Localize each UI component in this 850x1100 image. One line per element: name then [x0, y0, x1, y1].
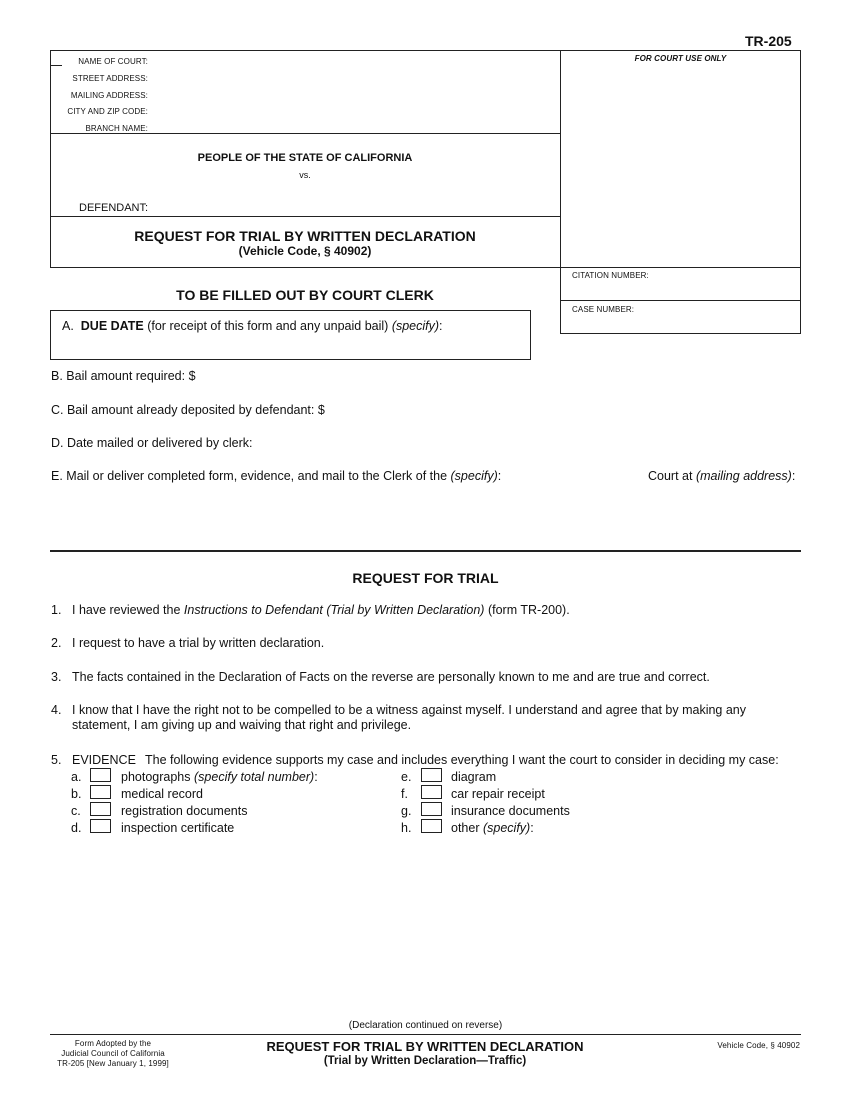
case-box-bottom [560, 333, 801, 334]
evidence-h-checkbox[interactable] [421, 819, 442, 833]
court-use-only: FOR COURT USE ONLY [634, 54, 727, 63]
court-field-branch[interactable]: BRANCH NAME: [85, 124, 148, 134]
evidence-a-colon: : [314, 770, 318, 784]
date-mailed-field[interactable]: D. Date mailed or delivered by clerk: [51, 436, 253, 450]
evidence-d-letter: d. [71, 821, 82, 835]
evidence-b-letter: b. [71, 787, 82, 801]
item-3-number: 3. [51, 670, 62, 684]
item-2-text: I request to have a trial by written declaration. [72, 636, 325, 650]
court-address-colon: : [791, 469, 796, 483]
item-1-instructions: Instructions to Defendant (Trial by Written Declaration) [183, 603, 485, 617]
caption-top-border [50, 50, 801, 51]
due-date-box[interactable] [50, 310, 531, 360]
due-date-text: (for receipt of this form and any unpaid bail) [147, 319, 389, 333]
item-4-line-1: I know that I have the right not to be compelled to be a witness against myself. I understand and agree that by making any [72, 703, 747, 717]
citation-box-bottom [560, 300, 801, 301]
bail-deposited-field[interactable]: C. Bail amount already deposited by defendant: $ [51, 403, 325, 417]
court-field-mailing[interactable]: MAILING ADDRESS: [70, 90, 148, 100]
evidence-e-label: diagram [451, 770, 497, 784]
evidence-h-text: other [451, 821, 480, 835]
mail-clerk-specify: (specify) [450, 469, 498, 483]
caption-right-border [800, 50, 801, 334]
item-5-heading: EVIDENCE [72, 753, 136, 767]
section-divider [50, 550, 801, 552]
due-date-specify: (specify) [391, 319, 440, 333]
court-address-field[interactable] [648, 469, 795, 483]
mail-clerk-text: E. Mail or deliver completed form, evidence, and mail to the Clerk of the [51, 469, 448, 483]
due-date-colon: : [439, 319, 443, 333]
footer-subtitle: (Trial by Written Declaration—Traffic) [323, 1055, 527, 1067]
evidence-h-label [451, 821, 534, 835]
evidence-g-label: insurance documents [451, 804, 570, 818]
footer-rule [50, 1034, 801, 1035]
mail-clerk-field[interactable] [51, 469, 501, 483]
caption-mid-border [560, 50, 561, 334]
item-4-line-2: statement, I am giving up and waiving that right and privilege. [72, 718, 412, 732]
evidence-f-label: car repair receipt [451, 787, 545, 801]
evidence-d-checkbox[interactable] [90, 819, 111, 833]
item-4-number: 4. [51, 703, 62, 717]
item-1-pre: I have reviewed the [72, 603, 181, 617]
court-field-street[interactable]: STREET ADDRESS: [72, 73, 148, 83]
form-subtitle: (Vehicle Code, § 40902) [238, 244, 372, 258]
due-date-bold: DUE DATE [80, 319, 144, 333]
form-title: REQUEST FOR TRIAL BY WRITTEN DECLARATION [134, 228, 476, 244]
clerk-heading: TO BE FILLED OUT BY COURT CLERK [176, 287, 434, 303]
evidence-g-letter: g. [401, 804, 412, 818]
continued-note: (Declaration continued on reverse) [348, 1020, 503, 1031]
citation-number-field[interactable]: CITATION NUMBER: [572, 271, 649, 280]
vehicle-code-ref: Vehicle Code, § 40902 [717, 1041, 800, 1050]
item-5-number: 5. [51, 753, 62, 767]
item-5-text: The following evidence supports my case and includes everything I want the court to consider in deciding my case: [145, 753, 779, 767]
evidence-a-label [121, 770, 318, 784]
footer-title: REQUEST FOR TRIAL BY WRITTEN DECLARATION [266, 1039, 584, 1054]
item-1-number: 1. [51, 603, 62, 617]
evidence-c-label: registration documents [121, 804, 248, 818]
evidence-c-letter: c. [71, 804, 81, 818]
court-at-text: Court at [648, 469, 693, 483]
item-1-text [72, 603, 570, 617]
parties-heading: PEOPLE OF THE STATE OF CALIFORNIA [197, 152, 413, 164]
evidence-h-specify: (specify) [482, 821, 531, 835]
evidence-e-checkbox[interactable] [421, 768, 442, 782]
evidence-e-letter: e. [401, 770, 412, 784]
title-box-bottom [50, 267, 801, 268]
evidence-d-label: inspection certificate [121, 821, 235, 835]
evidence-a-letter: a. [71, 770, 82, 784]
adoption-line-2: Judicial Council of California [61, 1049, 165, 1058]
bail-required-field[interactable]: B. Bail amount required: $ [51, 369, 196, 383]
defendant-field[interactable]: DEFENDANT: [79, 202, 149, 214]
due-date-label [62, 319, 443, 333]
evidence-a-text: photographs [121, 770, 191, 784]
versus-text: vs. [299, 170, 311, 180]
evidence-g-checkbox[interactable] [421, 802, 442, 816]
mail-clerk-colon: : [497, 469, 502, 483]
evidence-f-letter: f. [401, 787, 408, 801]
form-id: TR-205 [745, 33, 792, 49]
court-field-name[interactable]: NAME OF COURT: [78, 57, 148, 66]
item-2-number: 2. [51, 636, 62, 650]
evidence-c-checkbox[interactable] [90, 802, 111, 816]
adoption-line-1: Form Adopted by the [74, 1039, 152, 1048]
request-heading: REQUEST FOR TRIAL [352, 570, 499, 586]
evidence-b-label: medical record [121, 787, 203, 801]
adoption-line-3: TR-205 [New January 1, 1999] [57, 1059, 169, 1068]
due-date-letter: A. [62, 319, 74, 333]
evidence-h-letter: h. [401, 821, 412, 835]
evidence-h-colon: : [530, 821, 534, 835]
evidence-f-checkbox[interactable] [421, 785, 442, 799]
item-1-post: (form TR-200). [487, 603, 570, 617]
evidence-a-specify: (specify total number) [194, 770, 315, 784]
case-number-field[interactable]: CASE NUMBER: [572, 305, 635, 314]
court-fields [0, 54, 148, 138]
evidence-b-checkbox[interactable] [90, 785, 111, 799]
parties-box-bottom [50, 216, 560, 217]
evidence-a-checkbox[interactable] [90, 768, 111, 782]
mailing-address-italic: (mailing address) [695, 469, 792, 483]
adoption-info [50, 1039, 176, 1069]
court-field-city-zip[interactable]: CITY AND ZIP CODE: [67, 107, 148, 117]
item-3-text: The facts contained in the Declaration of Facts on the reverse are personally known to me and are true and correct. [72, 670, 710, 684]
